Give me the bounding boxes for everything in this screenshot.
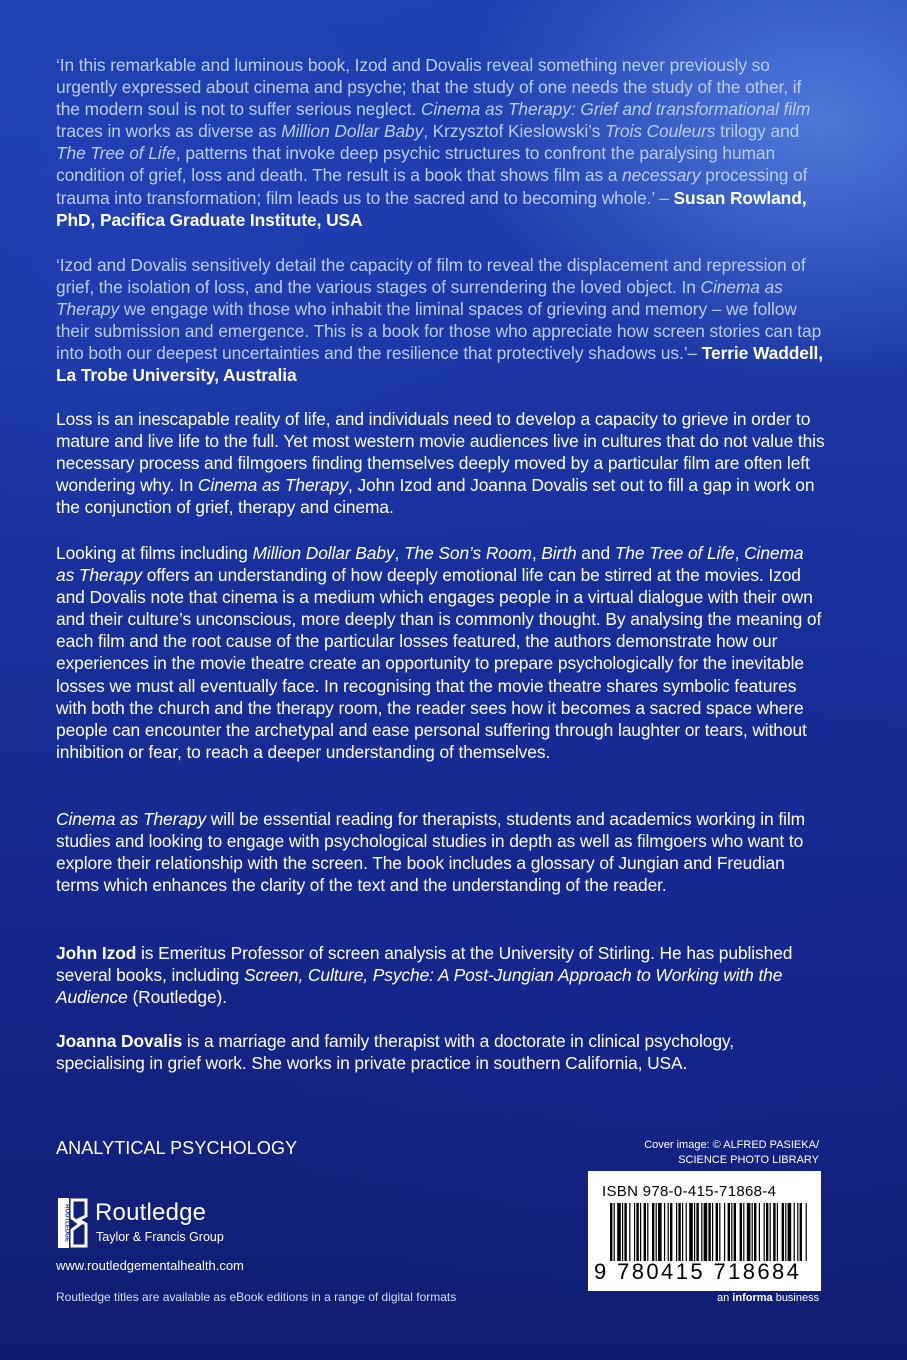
barcode-digits: 9 780415 718684	[594, 1259, 802, 1284]
author-name-dovalis: Joanna Dovalis	[56, 1031, 183, 1051]
description-paragraph-1: Loss is an inescapable reality of life, and individuals need to develop a capacity to grieve in order to mature and live life to the full. Yet most western movie audiences live in cultures that do not value this necessary process and filmgoers finding themselves deeply moved by a particular film are often left wondering why. In Cinema as Therapy, John Izod and Joanna Dovalis set out to fill a gap in work on the conjunction of grief, therapy and cinema.	[56, 409, 825, 518]
routledge-logo-icon	[56, 1196, 90, 1250]
author-bio-izod: John Izod is Emeritus Professor of screen analysis at the University of Stirling. He has published several books, including Screen, Culture, Psyche: A Post-Jungian Approach to Working with the Audience (Routledge).	[56, 943, 793, 1008]
barcode-icon	[610, 1203, 810, 1261]
author-bio-dovalis: Joanna Dovalis is a marriage and family therapist with a doctorate in clinical psychology, specialising in grief work. She works in private practice in southern California, USA.	[56, 1031, 734, 1074]
publisher-name: Routledge	[95, 1199, 207, 1226]
quote-rowland: ‘In this remarkable and luminous book, Izod and Dovalis reveal something never previously so urgently expressed about cinema and psyche; that the study of one needs the study of the other, if the modern soul is not to suffer serious neglect. Cinema as Therapy: Grief and transformational film traces in works as diverse as Million Dollar Baby, Krzysztof Kieslowski’s Trois Couleurs trilogy and The Tree of Life, patterns that invoke deep psychic structures to confront the paralysing human condition of grief, loss and death. The result is a book that shows film as a necessary processing of trauma into transformation; film leads us to the sacred and to becoming whole.’ – Susan Rowland, PhD, Pacifica Graduate Institute, USA	[56, 55, 811, 230]
quote-rowland-attribution: Susan Rowland, PhD, Pacifica Graduate Institute, USA	[56, 187, 807, 230]
quote-waddell: ‘Izod and Dovalis sensitively detail the capacity of film to reveal the displacement and repression of grief, the isolation of loss, and the various stages of surrendering the loved object. In Cinema as Therapy we engage with those who inhabit the liminal spaces of grieving and memory – we follow their submission and emergence. This is a book for those who appreciate how screen stories can tap into both our deepest uncertainties and the resilience that protectively shadows us.’– Terrie Waddell, La Trobe University, Australia	[56, 255, 824, 386]
isbn-number: ISBN 978-0-415-71868-4	[602, 1183, 777, 1200]
informa-business-tag: an informa business	[717, 1292, 820, 1304]
quote-waddell-attribution: Terrie Waddell, La Trobe University, Australia	[56, 343, 824, 386]
isbn-barcode-box	[588, 1171, 821, 1291]
description-paragraph-3: Cinema as Therapy will be essential reading for therapists, students and academics working in film studies and looking to engage with psychological studies in depth as well as filmgoers who want to explore their relationship with the screen. The book includes a glossary of Jungian and Freudian terms which enhances the clarity of the text and the understanding of the reader.	[56, 809, 805, 896]
logo-vertical-text: ROUTLEDGE	[63, 1204, 70, 1242]
publisher-website-link[interactable]: www.routledgementalhealth.com	[56, 1258, 244, 1273]
description-paragraph-2: Looking at films including Million Dollar Baby, The Son’s Room, Birth and The Tree of Life, Cinema as Therapy offers an understanding of how deeply emotional life can be stirred at the movies. Izod and Dovalis note that cinema is a medium which engages people in a virtual dialogue with their own and their culture’s unconscious, more deeply than is commonly thought. By analysing the meaning of each film and the root cause of the particular losses featured, the authors demonstrate how our experiences in the movie theatre create an opportunity to prepare psychologically for the inevitable losses we must all eventually face. In recognising that the movie theatre shares symbolic features with both the church and the therapy room, the reader sees how it becomes a sacred space where people can encounter the archetypal and ease personal suffering through laughter or tears, without inhibition or fear, to reach a deeper understanding of themselves.	[56, 543, 822, 762]
cover-image-credit: Cover image: © ALFRED PASIEKA/ SCIENCE PHOTO LIBRARY	[644, 1139, 819, 1166]
author-name-izod: John Izod	[56, 943, 137, 963]
ebook-availability-note: Routledge titles are available as eBook editions in a range of digital formats	[56, 1290, 457, 1304]
publisher-group: Taylor & Francis Group	[96, 1230, 224, 1244]
series-label: ANALYTICAL PSYCHOLOGY	[56, 1138, 298, 1158]
